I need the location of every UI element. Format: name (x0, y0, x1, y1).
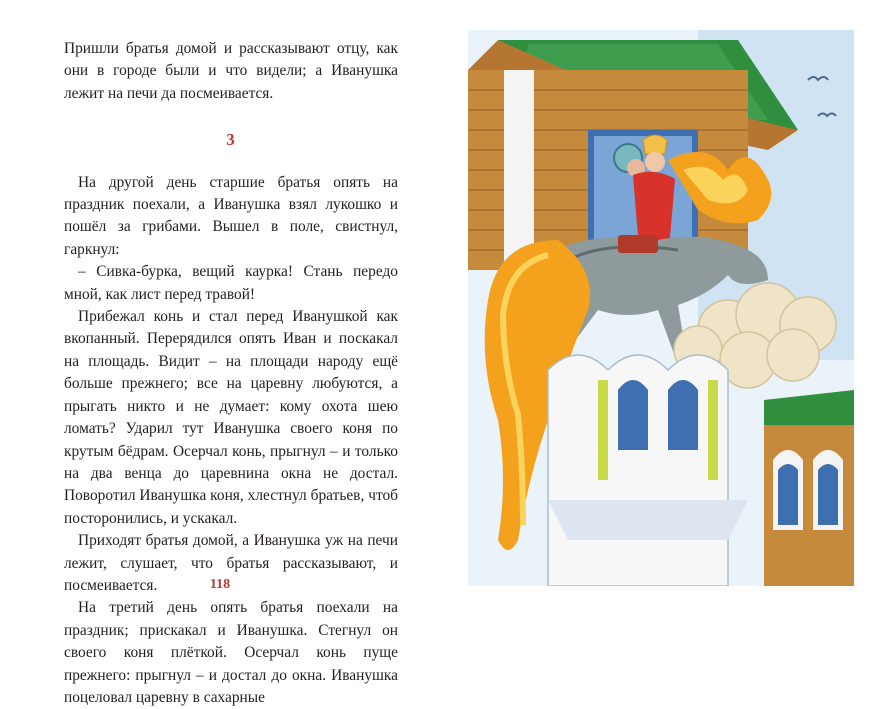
palace-base (548, 500, 748, 540)
horse-saddle (618, 235, 658, 253)
paragraph-intro: Пришли братья домой и рассказывают отцу, как они в городе были и что видели; а Иванушка лежит на печи да посмеивается. (64, 40, 398, 102)
paragraph-3: Приходят братья домой, а Иванушка уж на печи лежит, слушает, что братья рассказывают, и посмеивается. (64, 532, 398, 594)
paragraph-1: На другой день старшие братья опять на праздник поехали, а Иванушка взял лукошко и пошёл за грибами. Вышел в поле, свистнул, гаркнул: (64, 173, 398, 258)
paragraph-4: На третий день опять братья поехали на праздник; прискакал и Иванушка. Стегнул он своего коня плёткой. Осерчал конь пуще прежнего: прыгнул – и достал до окна. Иванушка поцеловал царевну в сахарные (64, 599, 398, 706)
white-palace (548, 355, 748, 586)
left-page (0, 0, 440, 706)
palace-column (708, 380, 718, 480)
text-column (64, 38, 398, 709)
paragraph-2: Прибежал конь и стал перед Иванушкой как вкопанный. Перерядился опять Иван и поскакал на площадь. Видит – на площади народу ещё больше прежнего; все на царевну любуются, а прыгать никто и не думает: кому охота шею ломать? Ударил тут Иванушка своего коня по крутым бёдрам. Осерчал конь, прыгнул – и только на два венца до царевнина окна не достал. Поворотил Иванушка коня, хлестнул братьев, чтоб посторонились, и ускакал. (64, 308, 398, 527)
illustration-svg (468, 30, 854, 586)
palace-window (618, 380, 648, 450)
illustration-sivka-burka (468, 30, 854, 586)
chapter-number: 3 (226, 130, 236, 150)
paragraph-dialog: – Сивка-бурка, вещий каурка! Стань передо мной, как лист перед травой! (64, 263, 398, 303)
palace-column (598, 380, 608, 480)
ivan-face (645, 152, 665, 172)
ivan-hat (643, 135, 667, 154)
page-number: 118 (209, 577, 231, 592)
palace-window (668, 380, 698, 450)
right-tower (764, 390, 854, 586)
